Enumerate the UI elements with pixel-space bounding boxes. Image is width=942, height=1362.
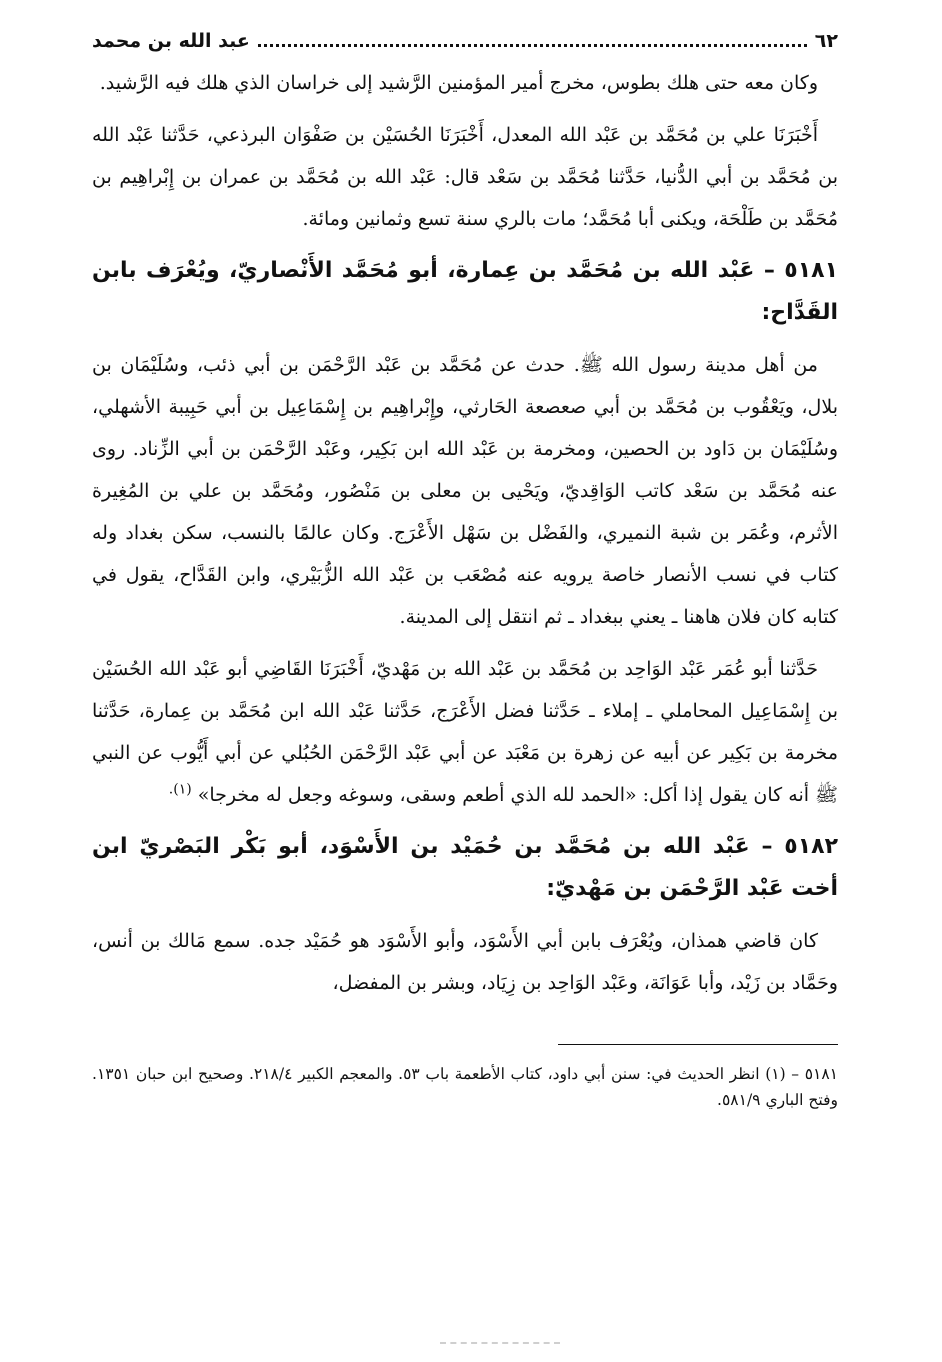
header-title: عبد الله بن محمد	[92, 30, 250, 52]
entry-title-5181: ٥١٨١ – عَبْد الله بن مُحَمَّد بن عِمارة، أبو مُحَمَّد الأَنْصاريّ، ويُعْرَف بابن القَدَّاح:	[92, 258, 838, 325]
entry-5182-paragraph: كان قاضي همذان، ويُعْرَف بابن أبي الأَسْوَد، وأبو الأَسْوَد هو حُمَيْد جده. سمع مَالك بن أنس، وحَمَّاد بن زَيْد، وأبا عَوَانَة، وعَبْد الوَاحِد بن زِيَاد، وبشر بن المفضل،	[92, 930, 838, 994]
header-page-number: ٦٢	[814, 30, 838, 52]
book-page	[92, 26, 838, 1113]
paragraph: أَخْبَرَنَا علي بن مُحَمَّد بن عَبْد الله المعدل، أَخْبَرَنَا الحُسَيْن بن صَفْوَان البرذعي، حَدَّثنا عَبْد الله بن مُحَمَّد بن أبي الدُّنيا، حَدَّثنا مُحَمَّد بن سَعْد قال: عَبْد الله بن مُحَمَّد بن عمران بن إِبْراهِيم بن مُحَمَّد بن طَلْحَة، ويكنى أبا مُحَمَّد؛ مات بالري سنة تسع وثمانين ومائة.	[92, 124, 838, 230]
entry-5181-hadith-text: حَدَّثنا أبو عُمَر عَبْد الوَاحِد بن مُحَمَّد بن عَبْد الله بن مَهْديّ، أَخْبَرَنَا القَاضِي أبو عَبْد الله الحُسَيْن بن إِسْمَاعِيل المحاملي ـ إملاء ـ حَدَّثنا فضل الأَعْرَج، حَدَّثنا عَبْد الله ابن مُحَمَّد بن عِمارة، حَدَّثنا مخرمة بن بَكِير عن أبيه عن زهرة بن مَعْبَد عن أبي عَبْد الرَّحْمَن الحُبُلي عن أبي أَيُّوب عن النبي ﷺ أنه كان يقول إذا أكل: «الحمد لله الذي أطعم وسقى، وسوغه وجعل له مخرجا»	[92, 658, 838, 806]
footnote-reference[interactable]: (١).	[168, 781, 192, 798]
scan-artifact-divider	[440, 1342, 560, 1344]
entry-5181-hadith-paragraph	[92, 648, 838, 816]
entry-title-5182: ٥١٨٢ – عَبْد الله بن مُحَمَّد بن حُمَيْد بن الأَسْوَد، أبو بَكْر البَصْريّ ابن أخت عَبْد الرَّحْمَن بن مَهْديّ:	[92, 834, 838, 901]
paragraph: وكان معه حتى هلك بطوس، مخرج أمير المؤمنين الرَّشيد إلى خراسان الذي هلك فيه الرَّشيد.	[99, 72, 818, 94]
header-dotted-leader	[258, 44, 807, 47]
entry-5181-paragraph: من أهل مدينة رسول الله ﷺ. حدث عن مُحَمَّد بن عَبْد الرَّحْمَن بن أبي ذئب، وسُلَيْمَان بن بلال، ويَعْقُوب بن مُحَمَّد بن أبي صعصعة الحَارثي، وإِبْراهِيم بن إِسْمَاعِيل بن أبي حَبِيبة الأشهلي، وسُلَيْمَان بن دَاود بن الحصين، ومخرمة بن عَبْد الله ابن بَكِير، وعَبْد الرَّحْمَن بن أبي الزِّناد. روى عنه مُحَمَّد بن سَعْد كاتب الوَاقِديّ، ويَحْيى بن معلى بن مَنْصُور، ومُحَمَّد بن علي بن المُغِيرة الأثرم، وعُمَر بن شبة النميري، والفَضْل بن سَهْل الأَعْرَج. وكان عالمًا بالنسب، سكن بغداد وله كتاب في نسب الأنصار خاصة يرويه عنه مُصْعَب بن عَبْد الله الزُّبَيْري، وابن القَدَّاح، يقول في كتابه كان فلان هاهنا ـ يعني ببغداد ـ ثم انتقل إلى المدينة.	[92, 354, 838, 628]
running-header	[92, 26, 838, 56]
footnote: ٥١٨١ – (١) انظر الحديث في: سنن أبي داود، كتاب الأطعمة باب ٥٣. والمعجم الكبير ٢١٨/٤. وصحيح ابن حبان ١٣٥١. وفتح الباري ٥٨١/٩.	[92, 1065, 839, 1109]
footnote-divider	[558, 1044, 838, 1045]
